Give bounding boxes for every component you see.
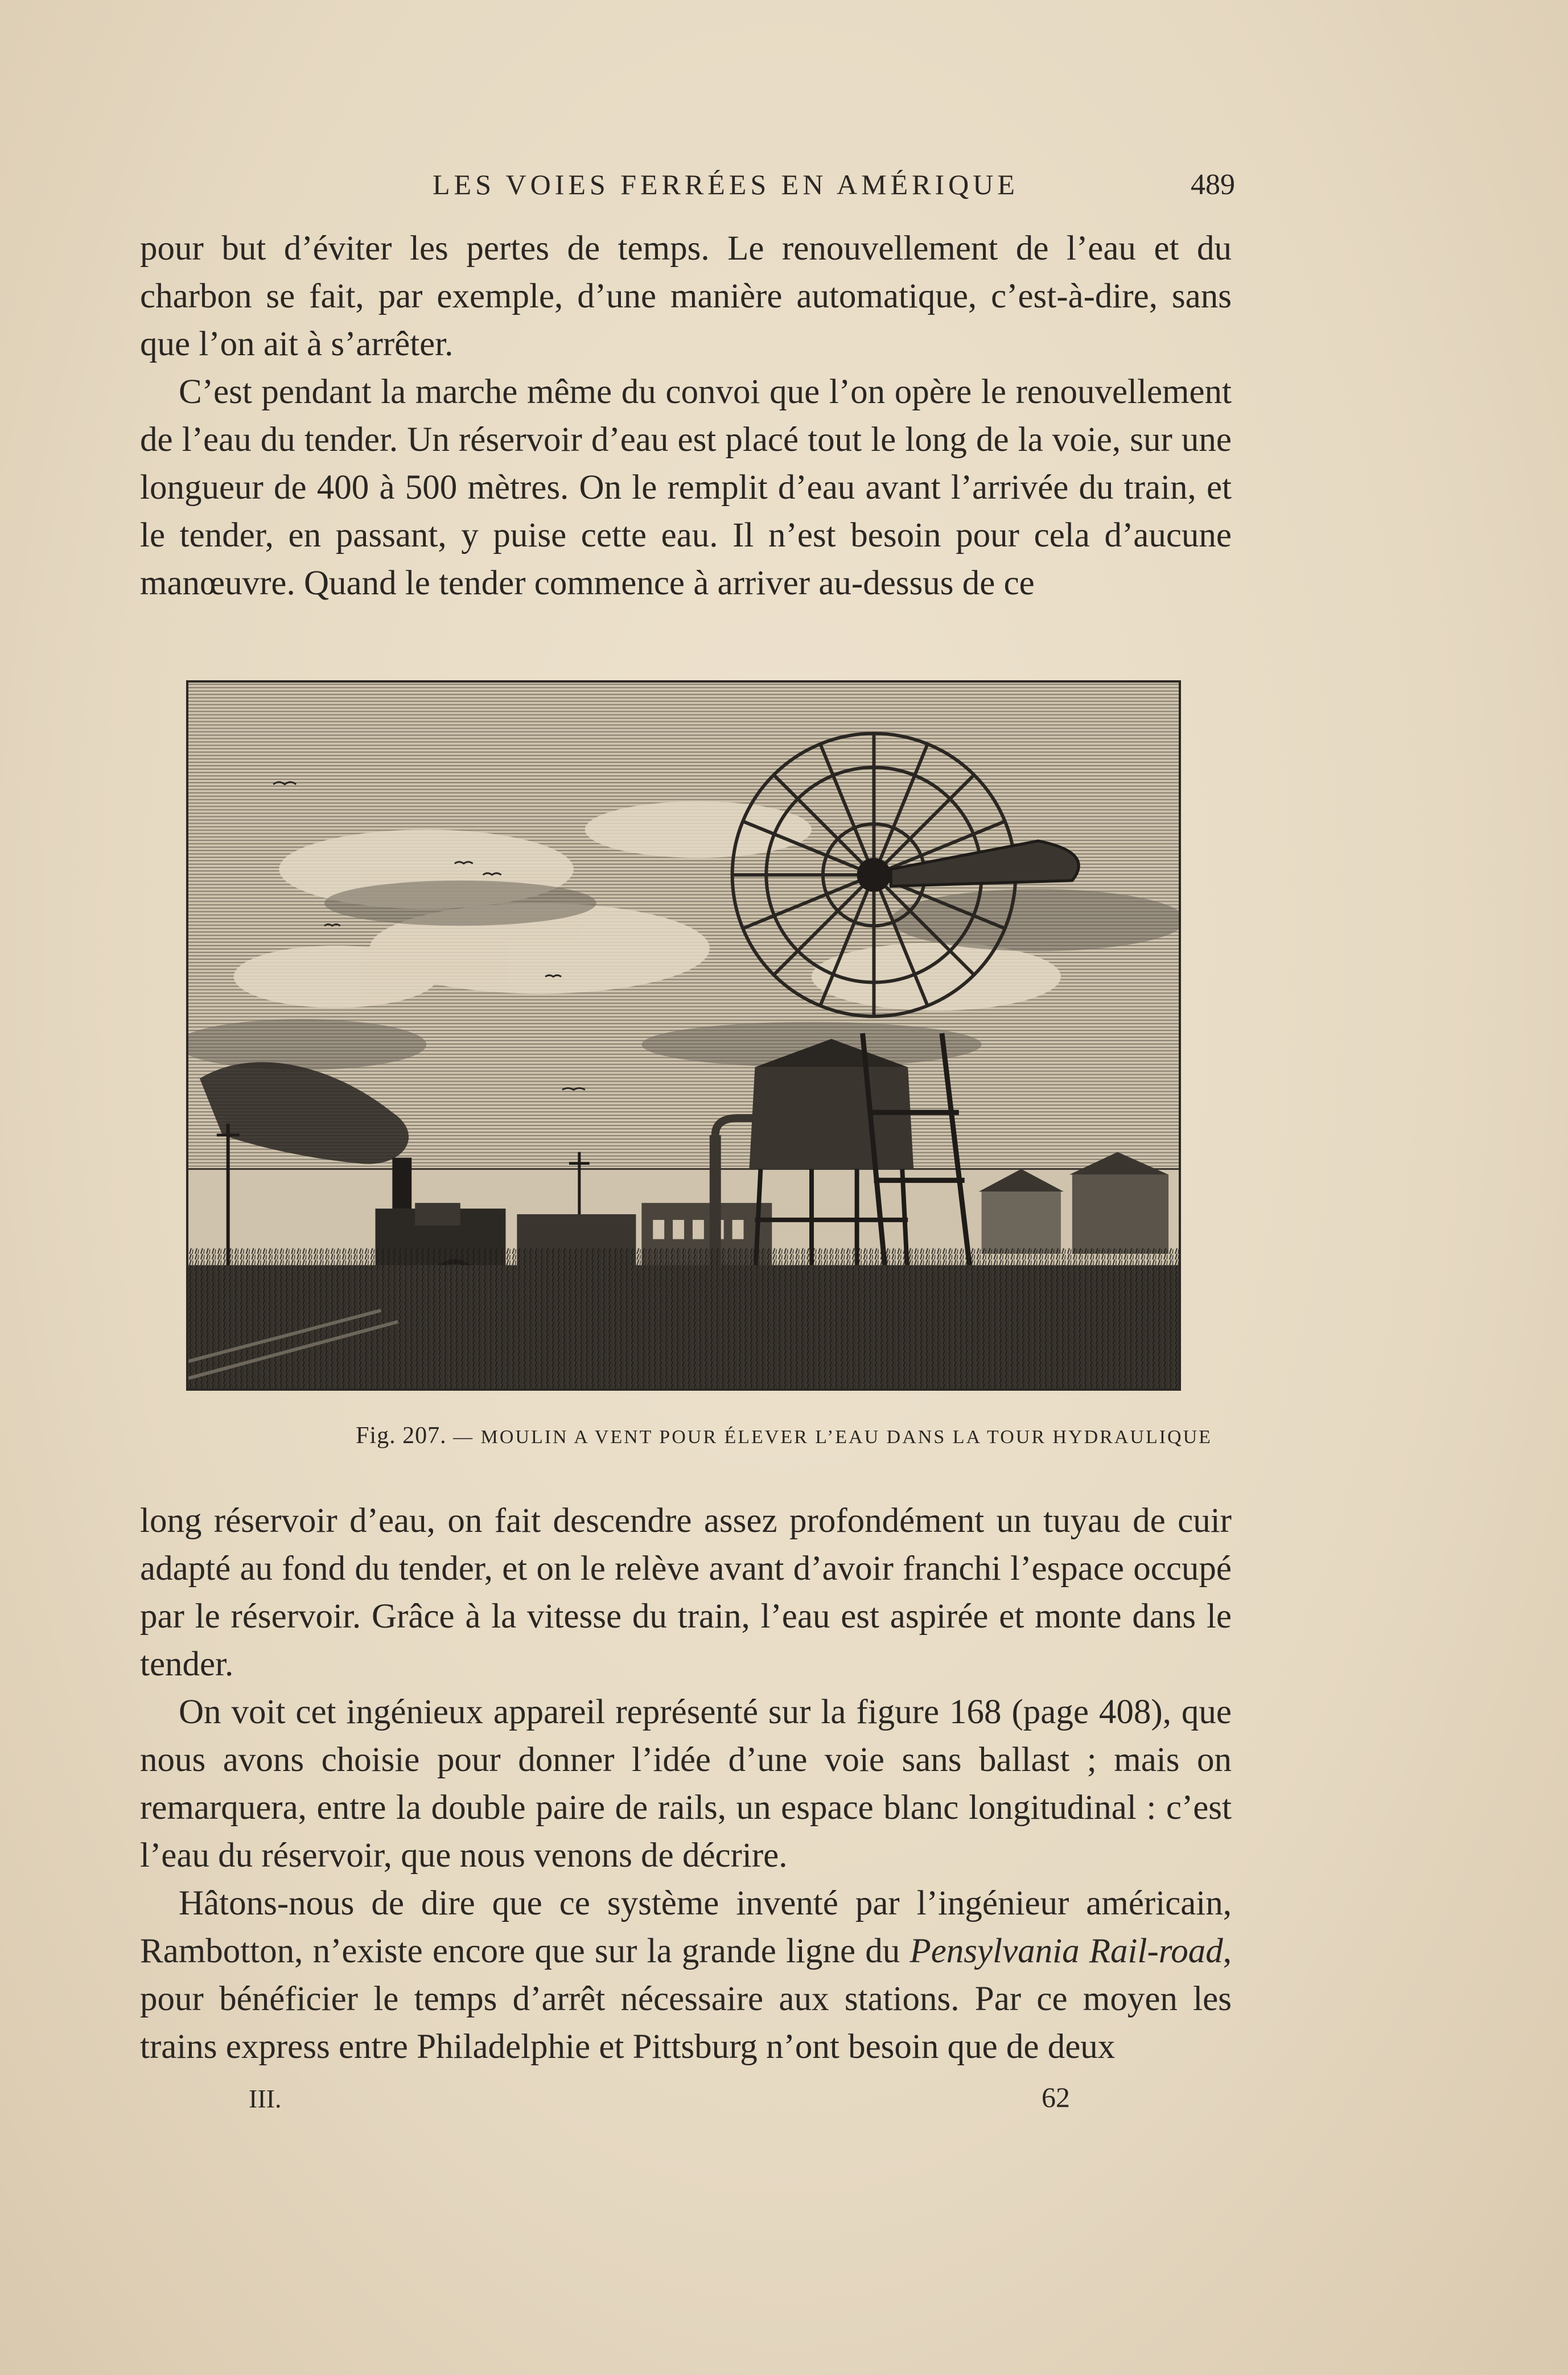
figure-label: Fig. 207. xyxy=(356,1423,447,1449)
figure-engraving xyxy=(186,680,1181,1391)
paragraph-text: Hâtons-nous de dire que ce système inventé par l’ingénieur américain, Rambotton, n’existe encore que sur la grande ligne du xyxy=(140,1884,1232,1970)
paragraph: On voit cet ingénieux appareil représenté sur la figure 168 (page 408), que nous avons choisie pour donner l’idée d’une voie sans ballast ; mais on remarquera, entre la double paire de rails, un espace blanc longitudinal : c’est l’eau du réservoir, que nous venons de décrire. xyxy=(140,1693,1232,1875)
windmill-engraving xyxy=(188,683,1179,1388)
footer-volume: III. xyxy=(249,2084,282,2113)
paragraph: pour but d’éviter les pertes de temps. Le renouvellement de l’eau et du charbon se fait, par exemple, d’une manière automatique, c’est-à-dire, sans que l’on ait à s’arrêter. xyxy=(140,229,1232,363)
paragraph: long réservoir d’eau, on fait descendre assez profondément un tuyau de cuir adapté au fond du tender, et on le relève avant d’avoir franchi l’espace occupé par le réservoir. Grâce à la vitesse du train, l’eau est aspirée et monte dans le tender. xyxy=(140,1502,1232,1683)
text-block-top xyxy=(140,225,1232,607)
figure-caption-text: — MOULIN A VENT POUR ÉLEVER L’EAU DANS LA TOUR HYDRAULIQUE xyxy=(446,1427,1212,1448)
footer-signature: 62 xyxy=(1042,2081,1070,2113)
paragraph xyxy=(140,1880,1232,2071)
text-block-bottom xyxy=(140,1497,1232,2071)
running-head xyxy=(0,168,1568,208)
figure-caption xyxy=(0,1422,1568,1449)
italic-railroad-name: Pensylvania Rail-road xyxy=(909,1932,1223,1970)
paragraph: C’est pendant la marche même du convoi que l’on opère le renouvellement de l’eau du tender. Un réservoir d’eau est placé tout le long de la voie, sur une longueur de 400 à 500 mètres. On le remplit d’eau avant l’arrivée du train, et le tender, en passant, y puise cette eau. Il n’est besoin pour cela d’aucune manœuvre. Quand le tender commence à arriver au-dessus de ce xyxy=(140,373,1232,602)
page-number: 489 xyxy=(1191,169,1235,201)
running-title: LES VOIES FERRÉES EN AMÉRIQUE xyxy=(433,169,1019,200)
paragraph-text: , pour bénéficier le temps d’arrêt nécessaire aux stations. Par ce moyen les trains express entre Philadelphie et Pittsburg n’ont besoin que de deux xyxy=(140,1932,1232,2066)
